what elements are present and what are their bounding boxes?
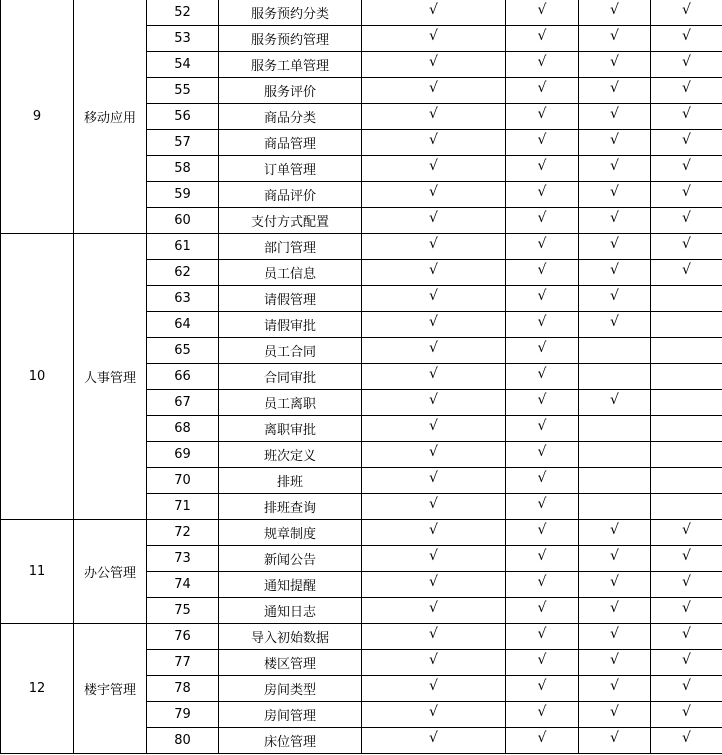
check-cell <box>506 624 579 650</box>
group-seq-cell: 10 <box>1 234 74 520</box>
check-cell <box>579 442 651 468</box>
check-mark-icon: √ <box>537 573 547 590</box>
check-cell <box>506 286 579 312</box>
check-mark-icon: √ <box>682 105 691 122</box>
check-cell <box>506 650 579 676</box>
check-cell <box>362 0 506 26</box>
check-cell <box>362 520 506 546</box>
row-number-cell: 63 <box>147 286 219 312</box>
feature-name-cell: 服务工单管理 <box>219 52 362 78</box>
check-mark-icon: √ <box>537 1 547 18</box>
check-mark-icon: √ <box>537 261 547 278</box>
check-cell <box>362 702 506 728</box>
check-mark-icon: √ <box>537 287 547 304</box>
check-mark-icon: √ <box>682 547 691 564</box>
check-cell <box>579 676 651 702</box>
row-number-cell: 70 <box>147 468 219 494</box>
check-cell <box>579 208 651 234</box>
check-mark-icon: √ <box>610 521 619 538</box>
row-number-cell: 80 <box>147 728 219 754</box>
check-cell <box>362 104 506 130</box>
check-cell <box>579 572 651 598</box>
check-cell <box>362 338 506 364</box>
module-name-cell: 移动应用 <box>74 0 147 234</box>
feature-name-cell: 商品管理 <box>219 130 362 156</box>
check-cell <box>579 494 651 520</box>
check-mark-icon: √ <box>429 105 438 122</box>
check-mark-icon: √ <box>610 677 619 694</box>
check-cell <box>579 312 651 338</box>
check-cell <box>506 182 579 208</box>
check-mark-icon: √ <box>429 157 438 174</box>
row-number-cell: 54 <box>147 52 219 78</box>
feature-name-cell: 部门管理 <box>219 234 362 260</box>
check-cell <box>651 312 722 338</box>
check-cell <box>651 728 722 754</box>
check-cell <box>506 520 579 546</box>
check-cell <box>362 676 506 702</box>
check-mark-icon: √ <box>537 183 547 200</box>
check-mark-icon: √ <box>537 209 547 226</box>
check-mark-icon: √ <box>537 521 547 538</box>
row-number-cell: 58 <box>147 156 219 182</box>
check-mark-icon: √ <box>610 1 619 18</box>
row-number-cell: 73 <box>147 546 219 572</box>
check-cell <box>579 338 651 364</box>
check-cell <box>506 234 579 260</box>
check-cell <box>651 390 722 416</box>
check-cell <box>506 598 579 624</box>
check-mark-icon: √ <box>429 339 438 356</box>
check-mark-icon: √ <box>682 677 691 694</box>
check-cell <box>506 364 579 390</box>
check-mark-icon: √ <box>682 573 691 590</box>
check-mark-icon: √ <box>537 417 547 434</box>
check-cell <box>362 52 506 78</box>
check-cell <box>362 78 506 104</box>
feature-name-cell: 规章制度 <box>219 520 362 546</box>
check-cell <box>651 650 722 676</box>
check-mark-icon: √ <box>537 235 547 252</box>
check-mark-icon: √ <box>537 677 547 694</box>
check-mark-icon: √ <box>429 391 438 408</box>
check-cell <box>362 494 506 520</box>
feature-name-cell: 请假管理 <box>219 286 362 312</box>
check-cell <box>651 468 722 494</box>
check-mark-icon: √ <box>429 729 438 746</box>
check-mark-icon: √ <box>610 209 619 226</box>
check-cell <box>579 104 651 130</box>
group-seq-cell: 11 <box>1 520 74 624</box>
check-cell <box>651 702 722 728</box>
check-cell <box>506 156 579 182</box>
feature-name-cell: 订单管理 <box>219 156 362 182</box>
check-cell <box>579 26 651 52</box>
check-mark-icon: √ <box>682 79 691 96</box>
check-cell <box>506 260 579 286</box>
check-mark-icon: √ <box>429 469 438 486</box>
check-cell <box>651 338 722 364</box>
check-cell <box>651 26 722 52</box>
check-mark-icon: √ <box>537 547 547 564</box>
check-cell <box>506 130 579 156</box>
check-cell <box>579 156 651 182</box>
check-cell <box>506 312 579 338</box>
check-cell <box>579 702 651 728</box>
check-mark-icon: √ <box>429 365 438 382</box>
check-cell <box>579 0 651 26</box>
check-cell <box>506 78 579 104</box>
row-number-cell: 64 <box>147 312 219 338</box>
row-number-cell: 75 <box>147 598 219 624</box>
check-cell <box>362 364 506 390</box>
check-cell <box>651 52 722 78</box>
feature-name-cell: 商品评价 <box>219 182 362 208</box>
check-cell <box>651 208 722 234</box>
check-cell <box>651 624 722 650</box>
check-mark-icon: √ <box>429 53 438 70</box>
check-cell <box>362 26 506 52</box>
check-cell <box>506 52 579 78</box>
check-cell <box>362 728 506 754</box>
check-cell <box>506 702 579 728</box>
check-cell <box>651 234 722 260</box>
check-mark-icon: √ <box>682 1 691 18</box>
check-cell <box>579 234 651 260</box>
feature-name-cell: 新闻公告 <box>219 546 362 572</box>
check-mark-icon: √ <box>610 313 619 330</box>
check-cell <box>651 260 722 286</box>
check-cell <box>651 104 722 130</box>
module-name-cell: 办公管理 <box>74 520 147 624</box>
row-number-cell: 77 <box>147 650 219 676</box>
check-cell <box>362 208 506 234</box>
check-mark-icon: √ <box>537 495 547 512</box>
check-mark-icon: √ <box>610 183 619 200</box>
check-mark-icon: √ <box>429 209 438 226</box>
check-cell <box>651 364 722 390</box>
feature-name-cell: 通知提醒 <box>219 572 362 598</box>
feature-name-cell: 合同审批 <box>219 364 362 390</box>
check-cell <box>579 78 651 104</box>
check-mark-icon: √ <box>610 547 619 564</box>
check-mark-icon: √ <box>682 599 691 616</box>
table-row <box>1 0 722 26</box>
check-mark-icon: √ <box>610 27 619 44</box>
check-mark-icon: √ <box>610 131 619 148</box>
check-mark-icon: √ <box>537 313 547 330</box>
feature-name-cell: 楼区管理 <box>219 650 362 676</box>
check-cell <box>651 494 722 520</box>
row-number-cell: 57 <box>147 130 219 156</box>
row-number-cell: 59 <box>147 182 219 208</box>
check-cell <box>362 286 506 312</box>
check-mark-icon: √ <box>429 27 438 44</box>
check-cell <box>506 208 579 234</box>
check-cell <box>506 676 579 702</box>
row-number-cell: 56 <box>147 104 219 130</box>
check-mark-icon: √ <box>682 157 691 174</box>
row-number-cell: 66 <box>147 364 219 390</box>
check-mark-icon: √ <box>682 235 691 252</box>
feature-name-cell: 排班查询 <box>219 494 362 520</box>
check-cell <box>651 78 722 104</box>
check-cell <box>579 468 651 494</box>
check-cell <box>579 390 651 416</box>
feature-name-cell: 班次定义 <box>219 442 362 468</box>
check-mark-icon: √ <box>429 625 438 642</box>
check-mark-icon: √ <box>429 521 438 538</box>
check-cell <box>506 390 579 416</box>
check-cell <box>506 442 579 468</box>
check-cell <box>651 130 722 156</box>
row-number-cell: 74 <box>147 572 219 598</box>
check-cell <box>362 260 506 286</box>
check-cell <box>579 520 651 546</box>
check-cell <box>506 468 579 494</box>
row-number-cell: 55 <box>147 78 219 104</box>
check-mark-icon: √ <box>610 599 619 616</box>
check-mark-icon: √ <box>429 417 438 434</box>
check-cell <box>362 442 506 468</box>
check-mark-icon: √ <box>610 105 619 122</box>
check-mark-icon: √ <box>610 391 619 408</box>
check-cell <box>651 572 722 598</box>
check-mark-icon: √ <box>429 313 438 330</box>
check-mark-icon: √ <box>537 625 547 642</box>
check-cell <box>362 182 506 208</box>
row-number-cell: 67 <box>147 390 219 416</box>
check-mark-icon: √ <box>429 573 438 590</box>
row-number-cell: 68 <box>147 416 219 442</box>
check-mark-icon: √ <box>429 1 438 18</box>
check-mark-icon: √ <box>682 27 691 44</box>
row-number-cell: 78 <box>147 676 219 702</box>
check-mark-icon: √ <box>610 625 619 642</box>
check-mark-icon: √ <box>429 443 438 460</box>
row-number-cell: 65 <box>147 338 219 364</box>
row-number-cell: 60 <box>147 208 219 234</box>
feature-name-cell: 服务评价 <box>219 78 362 104</box>
module-name-cell: 人事管理 <box>74 234 147 520</box>
check-mark-icon: √ <box>537 651 547 668</box>
check-cell <box>579 650 651 676</box>
feature-name-cell: 员工合同 <box>219 338 362 364</box>
check-mark-icon: √ <box>537 599 547 616</box>
row-number-cell: 72 <box>147 520 219 546</box>
check-mark-icon: √ <box>429 287 438 304</box>
check-cell <box>579 546 651 572</box>
check-cell <box>362 234 506 260</box>
feature-name-cell: 通知日志 <box>219 598 362 624</box>
feature-name-cell: 员工信息 <box>219 260 362 286</box>
check-cell <box>651 182 722 208</box>
check-cell <box>651 442 722 468</box>
feature-name-cell: 服务预约管理 <box>219 26 362 52</box>
check-mark-icon: √ <box>682 625 691 642</box>
check-mark-icon: √ <box>429 235 438 252</box>
check-mark-icon: √ <box>610 729 619 746</box>
row-number-cell: 61 <box>147 234 219 260</box>
check-cell <box>651 416 722 442</box>
check-cell <box>579 260 651 286</box>
feature-name-cell: 服务预约分类 <box>219 0 362 26</box>
check-cell <box>579 598 651 624</box>
check-cell <box>362 130 506 156</box>
check-mark-icon: √ <box>537 365 547 382</box>
check-mark-icon: √ <box>682 521 691 538</box>
check-mark-icon: √ <box>610 703 619 720</box>
check-cell <box>362 416 506 442</box>
check-mark-icon: √ <box>537 703 547 720</box>
check-mark-icon: √ <box>429 677 438 694</box>
group-seq-cell: 12 <box>1 624 74 754</box>
check-mark-icon: √ <box>429 495 438 512</box>
check-cell <box>362 156 506 182</box>
check-mark-icon: √ <box>610 651 619 668</box>
check-mark-icon: √ <box>682 131 691 148</box>
row-number-cell: 52 <box>147 0 219 26</box>
check-mark-icon: √ <box>610 287 619 304</box>
check-cell <box>651 520 722 546</box>
check-cell <box>506 26 579 52</box>
check-cell <box>651 546 722 572</box>
check-mark-icon: √ <box>429 703 438 720</box>
check-cell <box>362 312 506 338</box>
feature-name-cell: 离职审批 <box>219 416 362 442</box>
check-cell <box>362 624 506 650</box>
check-mark-icon: √ <box>610 261 619 278</box>
check-mark-icon: √ <box>429 651 438 668</box>
check-mark-icon: √ <box>429 547 438 564</box>
check-mark-icon: √ <box>682 729 691 746</box>
check-mark-icon: √ <box>682 209 691 226</box>
row-number-cell: 79 <box>147 702 219 728</box>
check-mark-icon: √ <box>537 131 547 148</box>
check-cell <box>579 728 651 754</box>
check-cell <box>362 598 506 624</box>
check-cell <box>506 494 579 520</box>
check-mark-icon: √ <box>537 27 547 44</box>
check-cell <box>651 0 722 26</box>
feature-name-cell: 排班 <box>219 468 362 494</box>
check-cell <box>362 468 506 494</box>
check-mark-icon: √ <box>537 339 547 356</box>
check-cell <box>506 572 579 598</box>
check-mark-icon: √ <box>537 79 547 96</box>
check-mark-icon: √ <box>429 599 438 616</box>
check-mark-icon: √ <box>610 79 619 96</box>
row-number-cell: 71 <box>147 494 219 520</box>
row-number-cell: 62 <box>147 260 219 286</box>
feature-name-cell: 请假审批 <box>219 312 362 338</box>
check-mark-icon: √ <box>537 469 547 486</box>
check-cell <box>362 390 506 416</box>
row-number-cell: 53 <box>147 26 219 52</box>
check-cell <box>579 364 651 390</box>
check-mark-icon: √ <box>682 261 691 278</box>
check-mark-icon: √ <box>682 183 691 200</box>
feature-name-cell: 房间管理 <box>219 702 362 728</box>
feature-name-cell: 房间类型 <box>219 676 362 702</box>
check-mark-icon: √ <box>610 235 619 252</box>
group-seq-cell: 9 <box>1 0 74 234</box>
check-mark-icon: √ <box>537 443 547 460</box>
check-cell <box>506 338 579 364</box>
check-mark-icon: √ <box>610 53 619 70</box>
check-cell <box>579 286 651 312</box>
row-number-cell: 69 <box>147 442 219 468</box>
check-cell <box>579 416 651 442</box>
check-mark-icon: √ <box>537 729 547 746</box>
check-cell <box>579 182 651 208</box>
check-mark-icon: √ <box>610 573 619 590</box>
check-cell <box>579 130 651 156</box>
check-mark-icon: √ <box>537 105 547 122</box>
check-cell <box>362 650 506 676</box>
check-cell <box>506 0 579 26</box>
check-cell <box>651 676 722 702</box>
check-mark-icon: √ <box>429 131 438 148</box>
table-row <box>1 234 722 260</box>
check-mark-icon: √ <box>610 157 619 174</box>
check-mark-icon: √ <box>682 53 691 70</box>
module-name-cell: 楼宇管理 <box>74 624 147 754</box>
check-cell <box>579 624 651 650</box>
table-body <box>1 0 722 754</box>
check-mark-icon: √ <box>537 53 547 70</box>
check-mark-icon: √ <box>537 157 547 174</box>
check-cell <box>651 156 722 182</box>
check-cell <box>506 416 579 442</box>
check-cell <box>506 728 579 754</box>
check-mark-icon: √ <box>537 391 547 408</box>
feature-name-cell: 导入初始数据 <box>219 624 362 650</box>
check-cell <box>362 572 506 598</box>
feature-name-cell: 床位管理 <box>219 728 362 754</box>
feature-name-cell: 支付方式配置 <box>219 208 362 234</box>
check-mark-icon: √ <box>429 261 438 278</box>
check-cell <box>579 52 651 78</box>
feature-name-cell: 员工离职 <box>219 390 362 416</box>
check-cell <box>651 286 722 312</box>
row-number-cell: 76 <box>147 624 219 650</box>
table-row <box>1 520 722 546</box>
check-cell <box>506 104 579 130</box>
table-row <box>1 624 722 650</box>
check-mark-icon: √ <box>682 651 691 668</box>
check-cell <box>651 598 722 624</box>
check-mark-icon: √ <box>429 183 438 200</box>
check-mark-icon: √ <box>429 79 438 96</box>
check-cell <box>506 546 579 572</box>
check-mark-icon: √ <box>682 703 691 720</box>
check-cell <box>362 546 506 572</box>
feature-name-cell: 商品分类 <box>219 104 362 130</box>
